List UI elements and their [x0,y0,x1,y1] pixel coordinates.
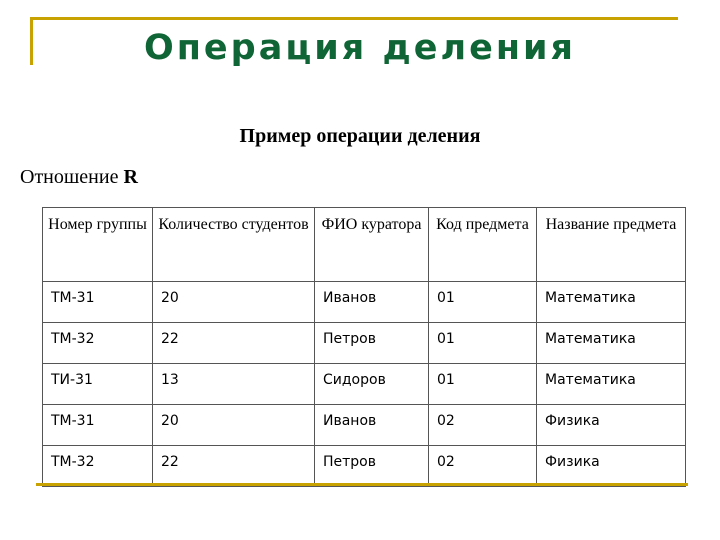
relation-table [42,207,686,487]
table-row [43,405,686,446]
cell-group: ТМ-32 [43,446,153,487]
cell-subject: Физика [537,446,686,487]
slide-subtitle: Пример операции деления [239,125,481,147]
cell-curator: Иванов [315,405,429,446]
cell-count: 13 [153,364,315,405]
header-subject-code: Код предмета [429,208,537,282]
header-student-count: Количество студентов [153,208,315,282]
cell-subject: Физика [537,405,686,446]
cell-count: 20 [153,405,315,446]
header-curator-name: ФИО куратора [315,208,429,282]
bottom-divider [36,483,688,486]
cell-code: 02 [429,405,537,446]
header-group-number: Номер группы [43,208,153,282]
cell-group: ТМ-31 [43,405,153,446]
cell-group: ТИ-31 [43,364,153,405]
cell-code: 01 [429,282,537,323]
cell-curator: Петров [315,446,429,487]
relation-caption [20,166,138,189]
table-row [43,364,686,405]
cell-code: 01 [429,323,537,364]
cell-group: ТМ-31 [43,282,153,323]
cell-count: 22 [153,446,315,487]
cell-subject: Математика [537,323,686,364]
cell-curator: Петров [315,323,429,364]
table-row [43,323,686,364]
cell-subject: Математика [537,282,686,323]
relation-label: Отношение [20,166,119,188]
table-header-row [43,208,686,282]
header-subject-name: Название предмета [537,208,686,282]
cell-count: 22 [153,323,315,364]
cell-curator: Иванов [315,282,429,323]
top-divider [30,17,678,20]
cell-code: 02 [429,446,537,487]
table-row [43,446,686,487]
slide-title: Операция деления [143,28,577,68]
cell-curator: Сидоров [315,364,429,405]
cell-subject: Математика [537,364,686,405]
table-row [43,282,686,323]
cell-code: 01 [429,364,537,405]
cell-count: 20 [153,282,315,323]
cell-group: ТМ-32 [43,323,153,364]
relation-name: R [123,166,138,188]
